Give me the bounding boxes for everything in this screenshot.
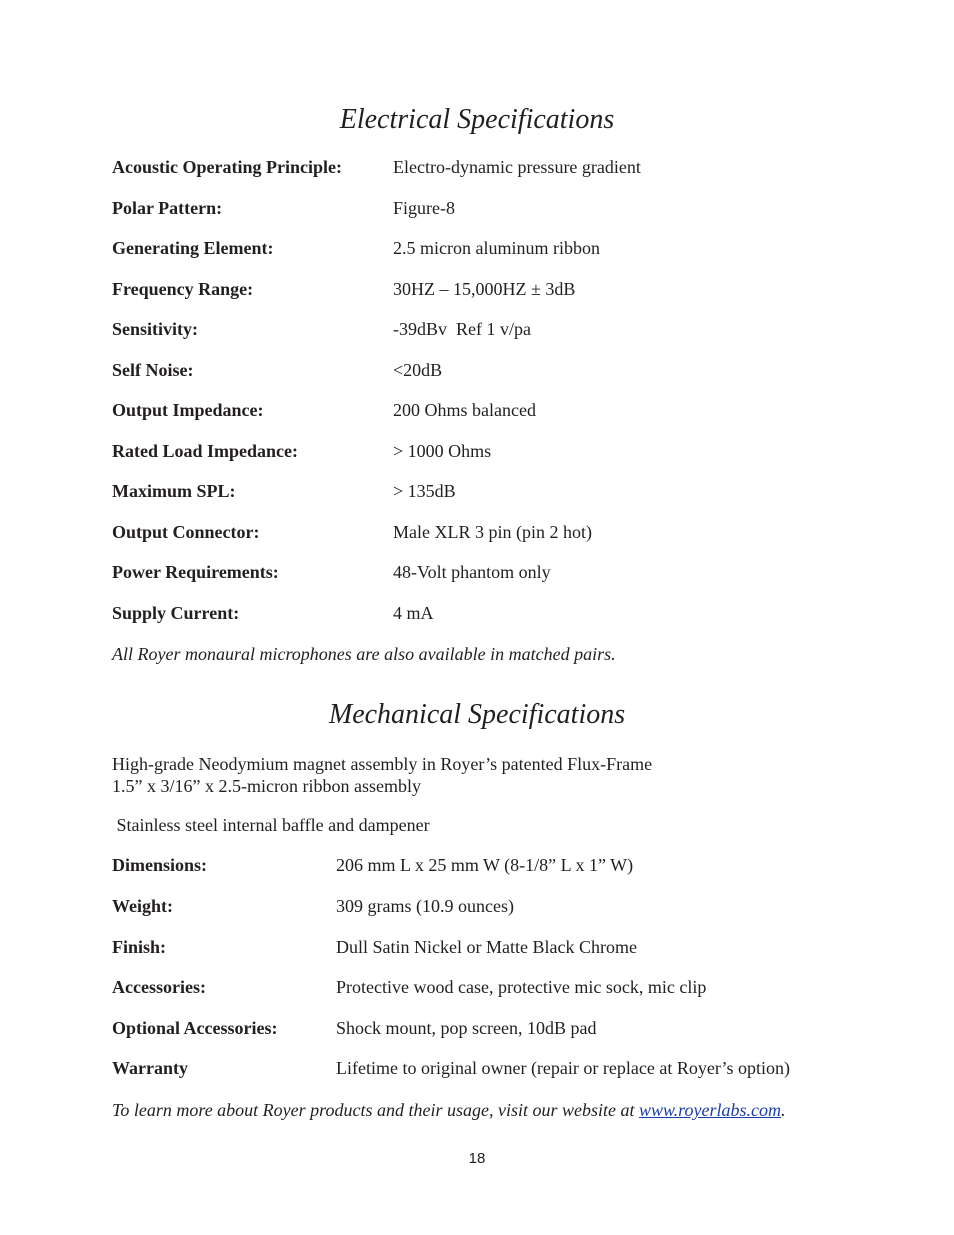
spec-row (0, 441, 954, 465)
matched-pairs-note: All Royer monaural microphones are also available in matched pairs. (112, 644, 616, 664)
spec-label: Frequency Range: (112, 279, 254, 299)
spec-value: 4 mA (393, 603, 434, 623)
spec-row (0, 279, 954, 303)
spec-value: Protective wood case, protective mic sock, mic clip (336, 977, 707, 997)
spec-value: <20dB (393, 360, 443, 380)
ribbon-assembly-text: 1.5” x 3/16” x 2.5-micron ribbon assembly (112, 776, 421, 796)
spec-value: -39dBv Ref 1 v/pa (393, 319, 531, 339)
spec-label: Sensitivity: (112, 319, 199, 339)
spec-row (0, 603, 954, 627)
baffle-text: Stainless steel internal baffle and dampener (112, 815, 430, 835)
spec-value: Male XLR 3 pin (pin 2 hot) (393, 522, 592, 542)
spec-value: > 1000 Ohms (393, 441, 492, 461)
spec-value: Electro-dynamic pressure gradient (393, 157, 641, 177)
spec-label: Warranty (112, 1058, 188, 1078)
spec-value: Lifetime to original owner (repair or replace at Royer’s option) (336, 1058, 790, 1078)
spec-label: Acoustic Operating Principle: (112, 157, 342, 177)
spec-label: Optional Accessories: (112, 1018, 278, 1038)
spec-row (0, 522, 954, 546)
spec-value: 2.5 micron aluminum ribbon (393, 238, 600, 258)
spec-value: 309 grams (10.9 ounces) (336, 896, 514, 916)
page-number: 18 (468, 1150, 486, 1167)
spec-row (0, 896, 954, 920)
spec-label: Finish: (112, 937, 167, 957)
spec-row (0, 481, 954, 505)
spec-label: Dimensions: (112, 855, 208, 875)
website-note (112, 1100, 785, 1121)
spec-value: 200 Ohms balanced (393, 400, 536, 420)
spec-label: Generating Element: (112, 238, 274, 258)
spec-row (0, 360, 954, 384)
spec-row (0, 400, 954, 424)
spec-row (0, 1018, 954, 1042)
spec-row (0, 562, 954, 586)
spec-row (0, 238, 954, 262)
spec-label: Output Impedance: (112, 400, 264, 420)
spec-label: Supply Current: (112, 603, 240, 623)
spec-value: Figure-8 (393, 198, 455, 218)
spec-row (0, 977, 954, 1001)
electrical-specs-title: Electrical Specifications (339, 104, 615, 135)
spec-value: 30HZ – 15,000HZ ± 3dB (393, 279, 576, 299)
spec-row (0, 937, 954, 961)
spec-value: 206 mm L x 25 mm W (8-1/8” L x 1” W) (336, 855, 634, 875)
spec-row (0, 198, 954, 222)
spec-label: Maximum SPL: (112, 481, 236, 501)
spec-label: Output Connector: (112, 522, 260, 542)
spec-row (0, 1058, 954, 1082)
spec-label: Weight: (112, 896, 173, 916)
website-link[interactable]: www.royerlabs.com (638, 1100, 781, 1120)
magnet-assembly-text: High-grade Neodymium magnet assembly in Royer’s patented Flux-Frame (112, 754, 653, 774)
spec-label: Accessories: (112, 977, 206, 997)
spec-value: 48-Volt phantom only (393, 562, 551, 582)
spec-label: Self Noise: (112, 360, 194, 380)
spec-row (0, 157, 954, 181)
spec-label: Polar Pattern: (112, 198, 223, 218)
mechanical-specs-title: Mechanical Specifications (328, 699, 626, 730)
spec-label: Rated Load Impedance: (112, 441, 299, 461)
spec-row (0, 319, 954, 343)
website-note-period: . (780, 1100, 786, 1120)
website-note-text: To learn more about Royer products and their usage, visit our website at (112, 1100, 639, 1120)
spec-value: Dull Satin Nickel or Matte Black Chrome (336, 937, 637, 957)
spec-row (0, 855, 954, 879)
spec-value: Shock mount, pop screen, 10dB pad (336, 1018, 597, 1038)
spec-label: Power Requirements: (112, 562, 279, 582)
spec-value: > 135dB (393, 481, 456, 501)
